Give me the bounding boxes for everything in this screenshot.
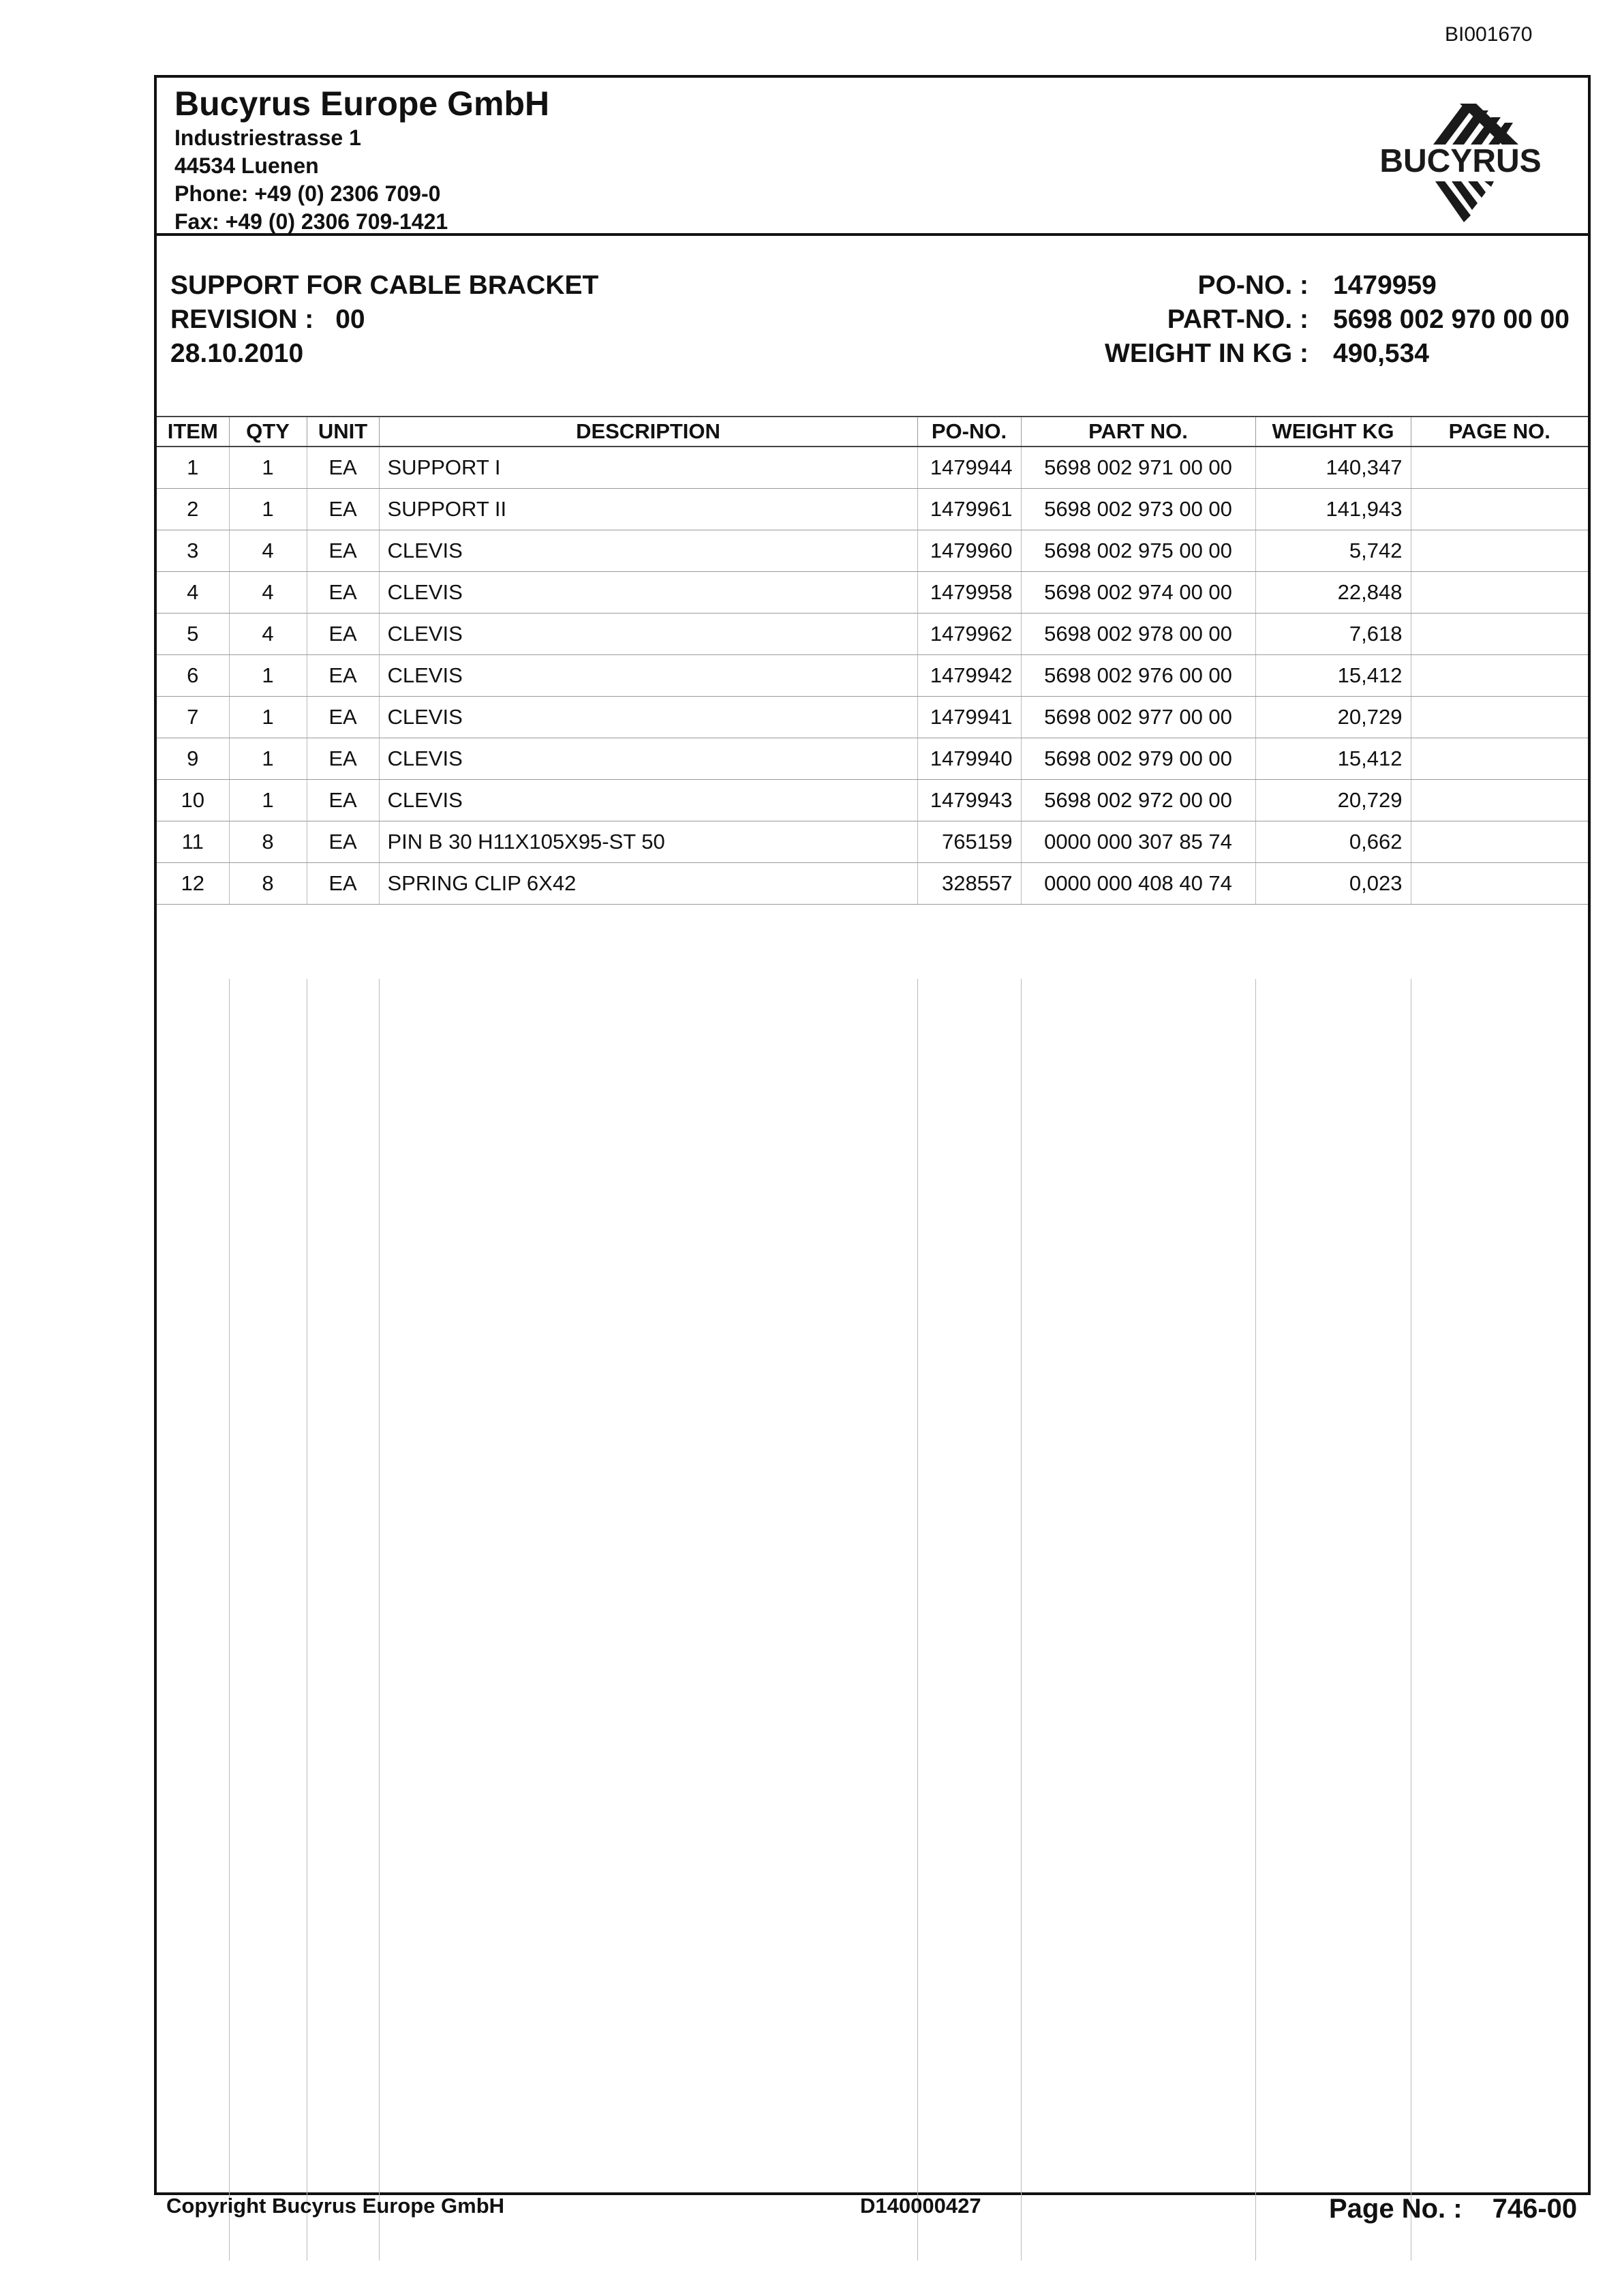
cell-part-no: 5698 002 978 00 00	[1021, 614, 1255, 655]
cell-item: 6	[157, 655, 229, 697]
cell-description: CLEVIS	[379, 738, 917, 780]
cell-part-no: 5698 002 973 00 00	[1021, 489, 1255, 530]
column-divider	[1255, 979, 1256, 2261]
revision-line	[170, 303, 598, 337]
cell-qty: 1	[229, 738, 307, 780]
cell-qty: 4	[229, 614, 307, 655]
part-row	[1088, 303, 1578, 337]
column-divider	[229, 979, 230, 2261]
po-value: 1479959	[1333, 271, 1437, 300]
cell-weight: 20,729	[1255, 780, 1411, 821]
cell-description: SPRING CLIP 6X42	[379, 863, 917, 905]
cell-po-no: 328557	[917, 863, 1021, 905]
parts-table	[157, 417, 1588, 905]
footer-drawing-no: D140000427	[860, 2194, 981, 2218]
header-qty: QTY	[229, 417, 307, 447]
cell-qty: 1	[229, 697, 307, 738]
cell-weight: 5,742	[1255, 530, 1411, 572]
cell-description: CLEVIS	[379, 697, 917, 738]
cell-po-no: 1479958	[917, 572, 1021, 614]
table-row	[157, 530, 1588, 572]
cell-item: 7	[157, 697, 229, 738]
cell-page-no	[1411, 863, 1588, 905]
table-row	[157, 655, 1588, 697]
header-description: DESCRIPTION	[379, 417, 917, 447]
cell-part-no: 5698 002 971 00 00	[1021, 447, 1255, 489]
cell-page-no	[1411, 738, 1588, 780]
cell-po-no: 1479941	[917, 697, 1021, 738]
cell-po-no: 1479962	[917, 614, 1021, 655]
revision-value: 00	[335, 305, 365, 334]
cell-item: 3	[157, 530, 229, 572]
cell-part-no: 0000 000 307 85 74	[1021, 821, 1255, 863]
table-row	[157, 863, 1588, 905]
header-part-no: PART NO.	[1021, 417, 1255, 447]
page-value: 746-00	[1492, 2194, 1578, 2224]
cell-description: CLEVIS	[379, 780, 917, 821]
table-row	[157, 697, 1588, 738]
cell-qty: 8	[229, 821, 307, 863]
svg-text:BUCYRUS: BUCYRUS	[1379, 143, 1542, 179]
cell-description: CLEVIS	[379, 530, 917, 572]
cell-unit: EA	[307, 697, 379, 738]
cell-unit: EA	[307, 738, 379, 780]
table-row	[157, 738, 1588, 780]
table-header-row	[157, 417, 1588, 447]
cell-weight: 140,347	[1255, 447, 1411, 489]
cell-page-no	[1411, 614, 1588, 655]
cell-weight: 141,943	[1255, 489, 1411, 530]
part-value: 5698 002 970 00 00	[1333, 305, 1570, 334]
cell-description: CLEVIS	[379, 614, 917, 655]
cell-description: CLEVIS	[379, 655, 917, 697]
cell-part-no: 5698 002 974 00 00	[1021, 572, 1255, 614]
cell-qty: 8	[229, 863, 307, 905]
cell-part-no: 5698 002 972 00 00	[1021, 780, 1255, 821]
company-name: Bucyrus Europe GmbH	[174, 85, 550, 123]
cell-weight: 7,618	[1255, 614, 1411, 655]
cell-page-no	[1411, 447, 1588, 489]
cell-unit: EA	[307, 821, 379, 863]
cell-po-no: 1479942	[917, 655, 1021, 697]
cell-description: PIN B 30 H11X105X95-ST 50	[379, 821, 917, 863]
cell-page-no	[1411, 655, 1588, 697]
header-weight-kg: WEIGHT KG	[1255, 417, 1411, 447]
table-row	[157, 447, 1588, 489]
footer-copyright: Copyright Bucyrus Europe GmbH	[166, 2194, 505, 2218]
header-unit: UNIT	[307, 417, 379, 447]
column-divider	[379, 979, 380, 2261]
weight-row	[1088, 337, 1578, 371]
cell-qty: 1	[229, 489, 307, 530]
cell-item: 4	[157, 572, 229, 614]
cell-item: 2	[157, 489, 229, 530]
cell-weight: 20,729	[1255, 697, 1411, 738]
company-street: Industriestrasse 1	[174, 125, 361, 150]
assembly-title-block	[170, 269, 598, 371]
cell-qty: 4	[229, 530, 307, 572]
header-po-no: PO-NO.	[917, 417, 1021, 447]
bucyrus-logo	[1368, 98, 1552, 228]
weight-value: 490,534	[1333, 339, 1429, 368]
cell-po-no: 1479961	[917, 489, 1021, 530]
cell-part-no: 0000 000 408 40 74	[1021, 863, 1255, 905]
header-item: ITEM	[157, 417, 229, 447]
cell-weight: 0,023	[1255, 863, 1411, 905]
company-city: 44534 Luenen	[174, 153, 319, 178]
table-row	[157, 489, 1588, 530]
table-row	[157, 614, 1588, 655]
cell-item: 9	[157, 738, 229, 780]
cell-page-no	[1411, 489, 1588, 530]
company-address-block	[174, 83, 549, 236]
cell-description: CLEVIS	[379, 572, 917, 614]
table-row	[157, 780, 1588, 821]
page-label: Page No. :	[1329, 2194, 1463, 2224]
assembly-date: 28.10.2010	[170, 339, 304, 368]
cell-page-no	[1411, 697, 1588, 738]
cell-unit: EA	[307, 655, 379, 697]
cell-qty: 1	[229, 447, 307, 489]
po-row	[1088, 269, 1578, 303]
company-phone: Phone: +49 (0) 2306 709-0	[174, 181, 441, 206]
cell-page-no	[1411, 821, 1588, 863]
header-page-no: PAGE NO.	[1411, 417, 1588, 447]
cell-qty: 1	[229, 655, 307, 697]
po-label: PO-NO. :	[1197, 271, 1309, 300]
cell-page-no	[1411, 530, 1588, 572]
cell-weight: 15,412	[1255, 655, 1411, 697]
cell-part-no: 5698 002 975 00 00	[1021, 530, 1255, 572]
assembly-name: SUPPORT FOR CABLE BRACKET	[170, 271, 599, 300]
cell-po-no: 1479960	[917, 530, 1021, 572]
cell-weight: 22,848	[1255, 572, 1411, 614]
cell-description: SUPPORT I	[379, 447, 917, 489]
cell-item: 11	[157, 821, 229, 863]
cell-item: 1	[157, 447, 229, 489]
cell-unit: EA	[307, 447, 379, 489]
footer-page-number	[1329, 2194, 1577, 2224]
cell-item: 10	[157, 780, 229, 821]
cell-unit: EA	[307, 572, 379, 614]
weight-label: WEIGHT IN KG :	[1105, 339, 1309, 368]
cell-unit: EA	[307, 614, 379, 655]
table-row	[157, 821, 1588, 863]
header-divider	[157, 233, 1588, 236]
cell-po-no: 1479944	[917, 447, 1021, 489]
table-row	[157, 572, 1588, 614]
cell-qty: 1	[229, 780, 307, 821]
column-divider	[917, 979, 918, 2261]
cell-page-no	[1411, 780, 1588, 821]
cell-weight: 15,412	[1255, 738, 1411, 780]
part-label: PART-NO. :	[1167, 305, 1309, 334]
cell-qty: 4	[229, 572, 307, 614]
revision-label: REVISION :	[170, 305, 314, 334]
cell-item: 12	[157, 863, 229, 905]
company-fax: Fax: +49 (0) 2306 709-1421	[174, 209, 448, 234]
cell-description: SUPPORT II	[379, 489, 917, 530]
cell-po-no: 1479943	[917, 780, 1021, 821]
cell-part-no: 5698 002 979 00 00	[1021, 738, 1255, 780]
reference-block	[1088, 269, 1578, 371]
cell-unit: EA	[307, 863, 379, 905]
cell-unit: EA	[307, 780, 379, 821]
cell-unit: EA	[307, 489, 379, 530]
cell-page-no	[1411, 572, 1588, 614]
cell-weight: 0,662	[1255, 821, 1411, 863]
cell-po-no: 765159	[917, 821, 1021, 863]
column-divider	[1021, 979, 1022, 2261]
cell-item: 5	[157, 614, 229, 655]
document-frame	[154, 75, 1591, 2195]
cell-unit: EA	[307, 530, 379, 572]
cell-po-no: 1479940	[917, 738, 1021, 780]
cell-part-no: 5698 002 976 00 00	[1021, 655, 1255, 697]
cell-part-no: 5698 002 977 00 00	[1021, 697, 1255, 738]
document-id: BI001670	[1445, 23, 1533, 46]
